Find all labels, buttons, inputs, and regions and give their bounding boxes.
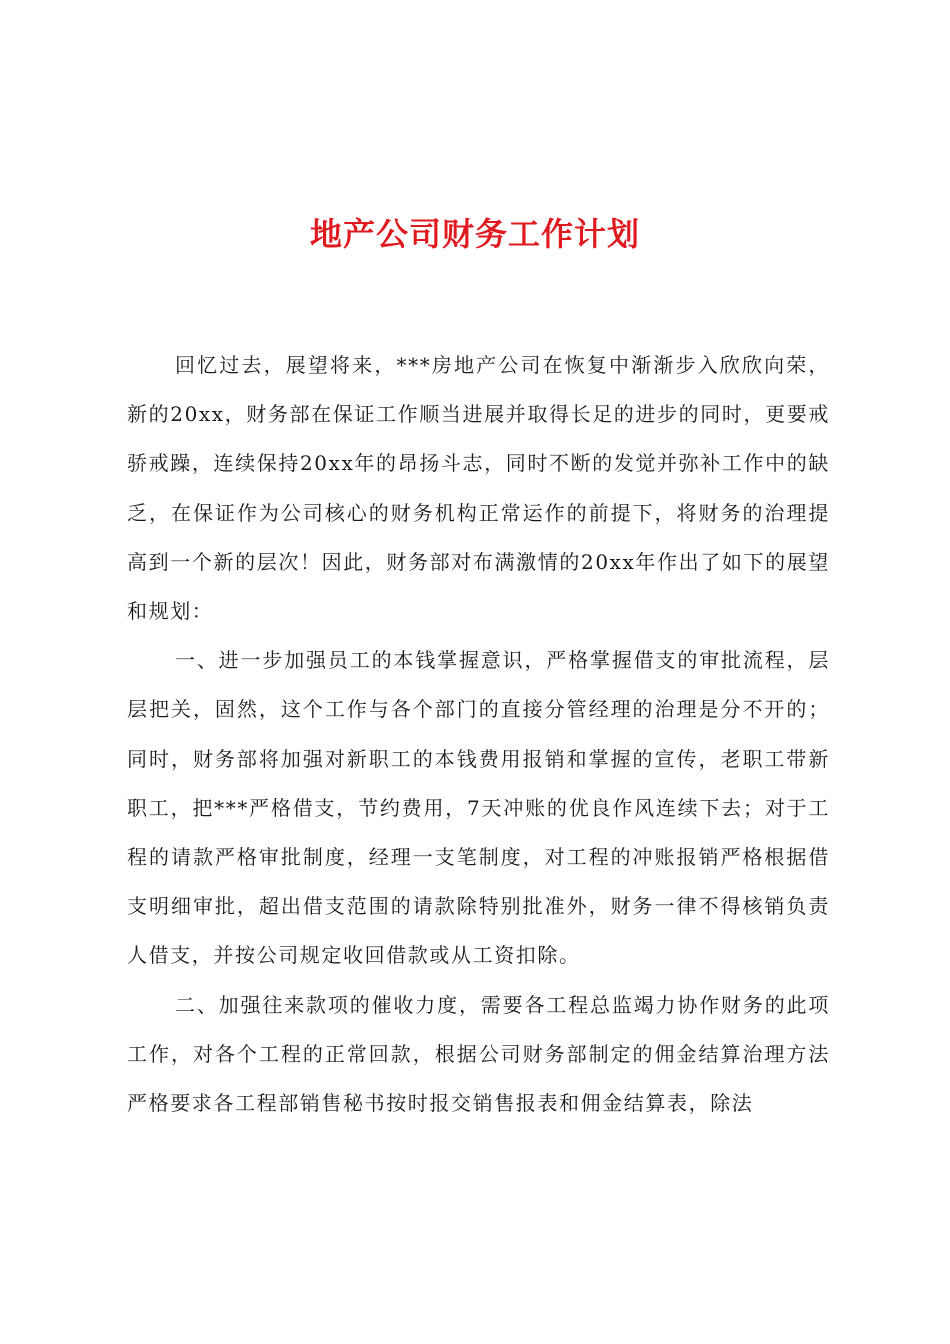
document-title: 地产公司财务工作计划 — [309, 215, 640, 253]
paragraph-item-2: 二、加强往来款项的催收力度，需要各工程总监竭力协作财务的此项工作，对各个工程的正常回款，根据公司财务部制定的佣金结算治理方法严格要求各工程部销售秘书按时报交销售报表和佣金结算表，除法 — [127, 992, 830, 1116]
paragraph-intro: 回忆过去，展望将来，***房地产公司在恢复中渐渐步入欣欣向荣，新的20xx，财务部在保证工作顺当进展并取得长足的进步的同时，更要戒骄戒躁，连续保持20xx年的昂扬斗志，同时不断的发觉并弥补工作中的缺乏，在保证作为公司核心的财务机构正常运作的前提下，将财务的治理提高到一个新的层次！因此，财务部对布满激情的20xx年作出了如下的展望和规划： — [127, 353, 830, 624]
paragraph-item-1: 一、进一步加强员工的本钱掌握意识，严格掌握借支的审批流程，层层把关，固然，这个工作与各个部门的直接分管经理的治理是分不开的；同时，财务部将加强对新职工的本钱费用报销和掌握的宣传，老职工带新职工，把***严格借支，节约费用，7天冲账的优良作风连续下去；对于工程的请款严格审批制度，经理一支笔制度，对工程的冲账报销严格根据借支明细审批，超出借支范围的请款除特别批准外，财务一律不得核销负责人借支，并按公司规定收回借款或从工资扣除。 — [127, 648, 830, 968]
document-body — [127, 341, 830, 1128]
